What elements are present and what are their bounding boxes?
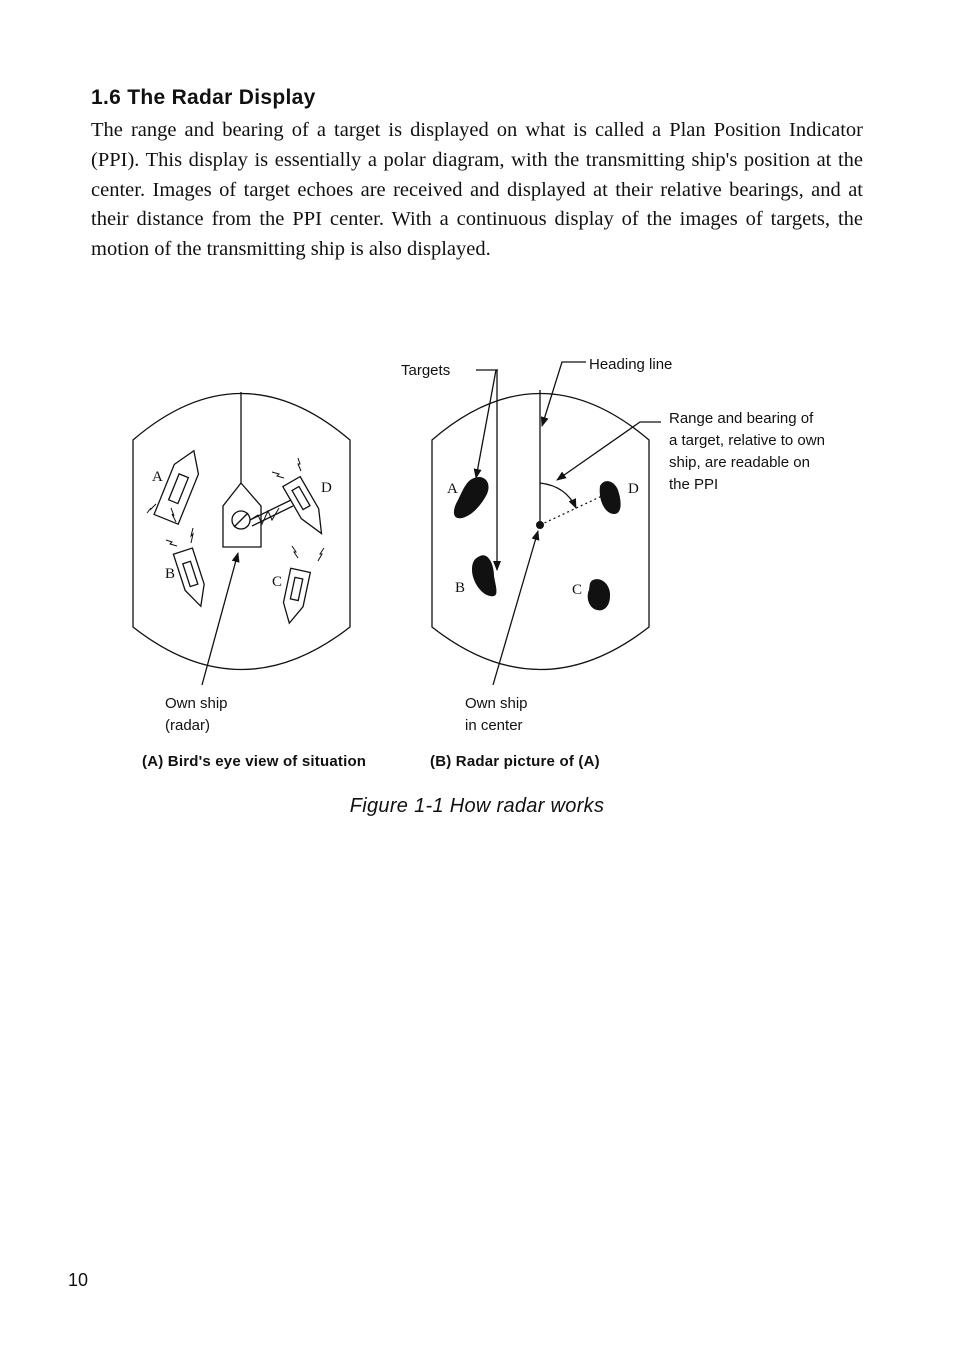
- echo-letter-d: D: [628, 481, 639, 497]
- figure-caption: Figure 1-1 How radar works: [349, 795, 605, 817]
- radar-figure: [0, 340, 954, 840]
- own-ship-radar-leader: [202, 553, 238, 685]
- ship-letter-a: A: [152, 469, 163, 485]
- ship-letter-b: B: [165, 566, 176, 582]
- echo-letter-b: B: [455, 580, 466, 596]
- ship-b-icon: [173, 548, 210, 609]
- section-body-text: The range and bearing of a target is displayed on what is called a Plan Position Indicator (PPI). This display is essentially a polar diagram, with the transmitting ship's position at the center. Images of target echoes are received and displayed at their relative bearings, and at their distance from the PPI center. With a continuous display of the images of targets, the motion of the transmitting ship is also displayed.: [91, 119, 863, 261]
- bearing-arc: [540, 483, 576, 508]
- ship-letter-c: C: [272, 574, 283, 590]
- ship-a-icon: [154, 446, 206, 524]
- ship-c-icon: [280, 568, 311, 625]
- echo-b: [472, 555, 497, 596]
- echo-letter-a: A: [447, 481, 458, 497]
- own-ship-center-line-2: in center: [465, 717, 523, 734]
- range-bearing-line-1: Range and bearing of: [669, 410, 814, 427]
- own-ship-radar-line-1: Own ship: [165, 695, 228, 712]
- ship-letter-d: D: [321, 480, 332, 496]
- echo-a: [454, 477, 489, 518]
- own-ship-center-line-1: Own ship: [465, 695, 528, 712]
- range-bearing-leader: [557, 422, 661, 480]
- page-number: 10: [68, 1270, 89, 1290]
- range-bearing-label: [669, 408, 825, 496]
- own-ship-center-label: [465, 693, 528, 737]
- echo-letter-c: C: [572, 582, 583, 598]
- echo-d: [600, 481, 621, 514]
- heading-line-label: Heading line: [589, 356, 673, 373]
- range-bearing-line-4: the PPI: [669, 476, 719, 493]
- section-heading: 1.6 The Radar Display: [91, 86, 316, 109]
- echo-c: [588, 579, 610, 610]
- own-ship-radar-line-2: (radar): [165, 717, 211, 734]
- echo-marks-a: [147, 458, 324, 561]
- own-ship-center-leader: [493, 531, 538, 685]
- range-bearing-line-3: ship, are readable on: [669, 454, 810, 471]
- range-bearing-line-2: a target, relative to own: [669, 432, 825, 449]
- own-ship-hull: [223, 483, 261, 547]
- panel-a-title: (A) Bird's eye view of situation: [142, 753, 367, 770]
- targets-label: Targets: [401, 362, 451, 379]
- panel-b-title: (B) Radar picture of (A): [430, 753, 600, 770]
- own-ship-radar-label: [165, 693, 228, 737]
- targets-leader-a: [476, 370, 496, 478]
